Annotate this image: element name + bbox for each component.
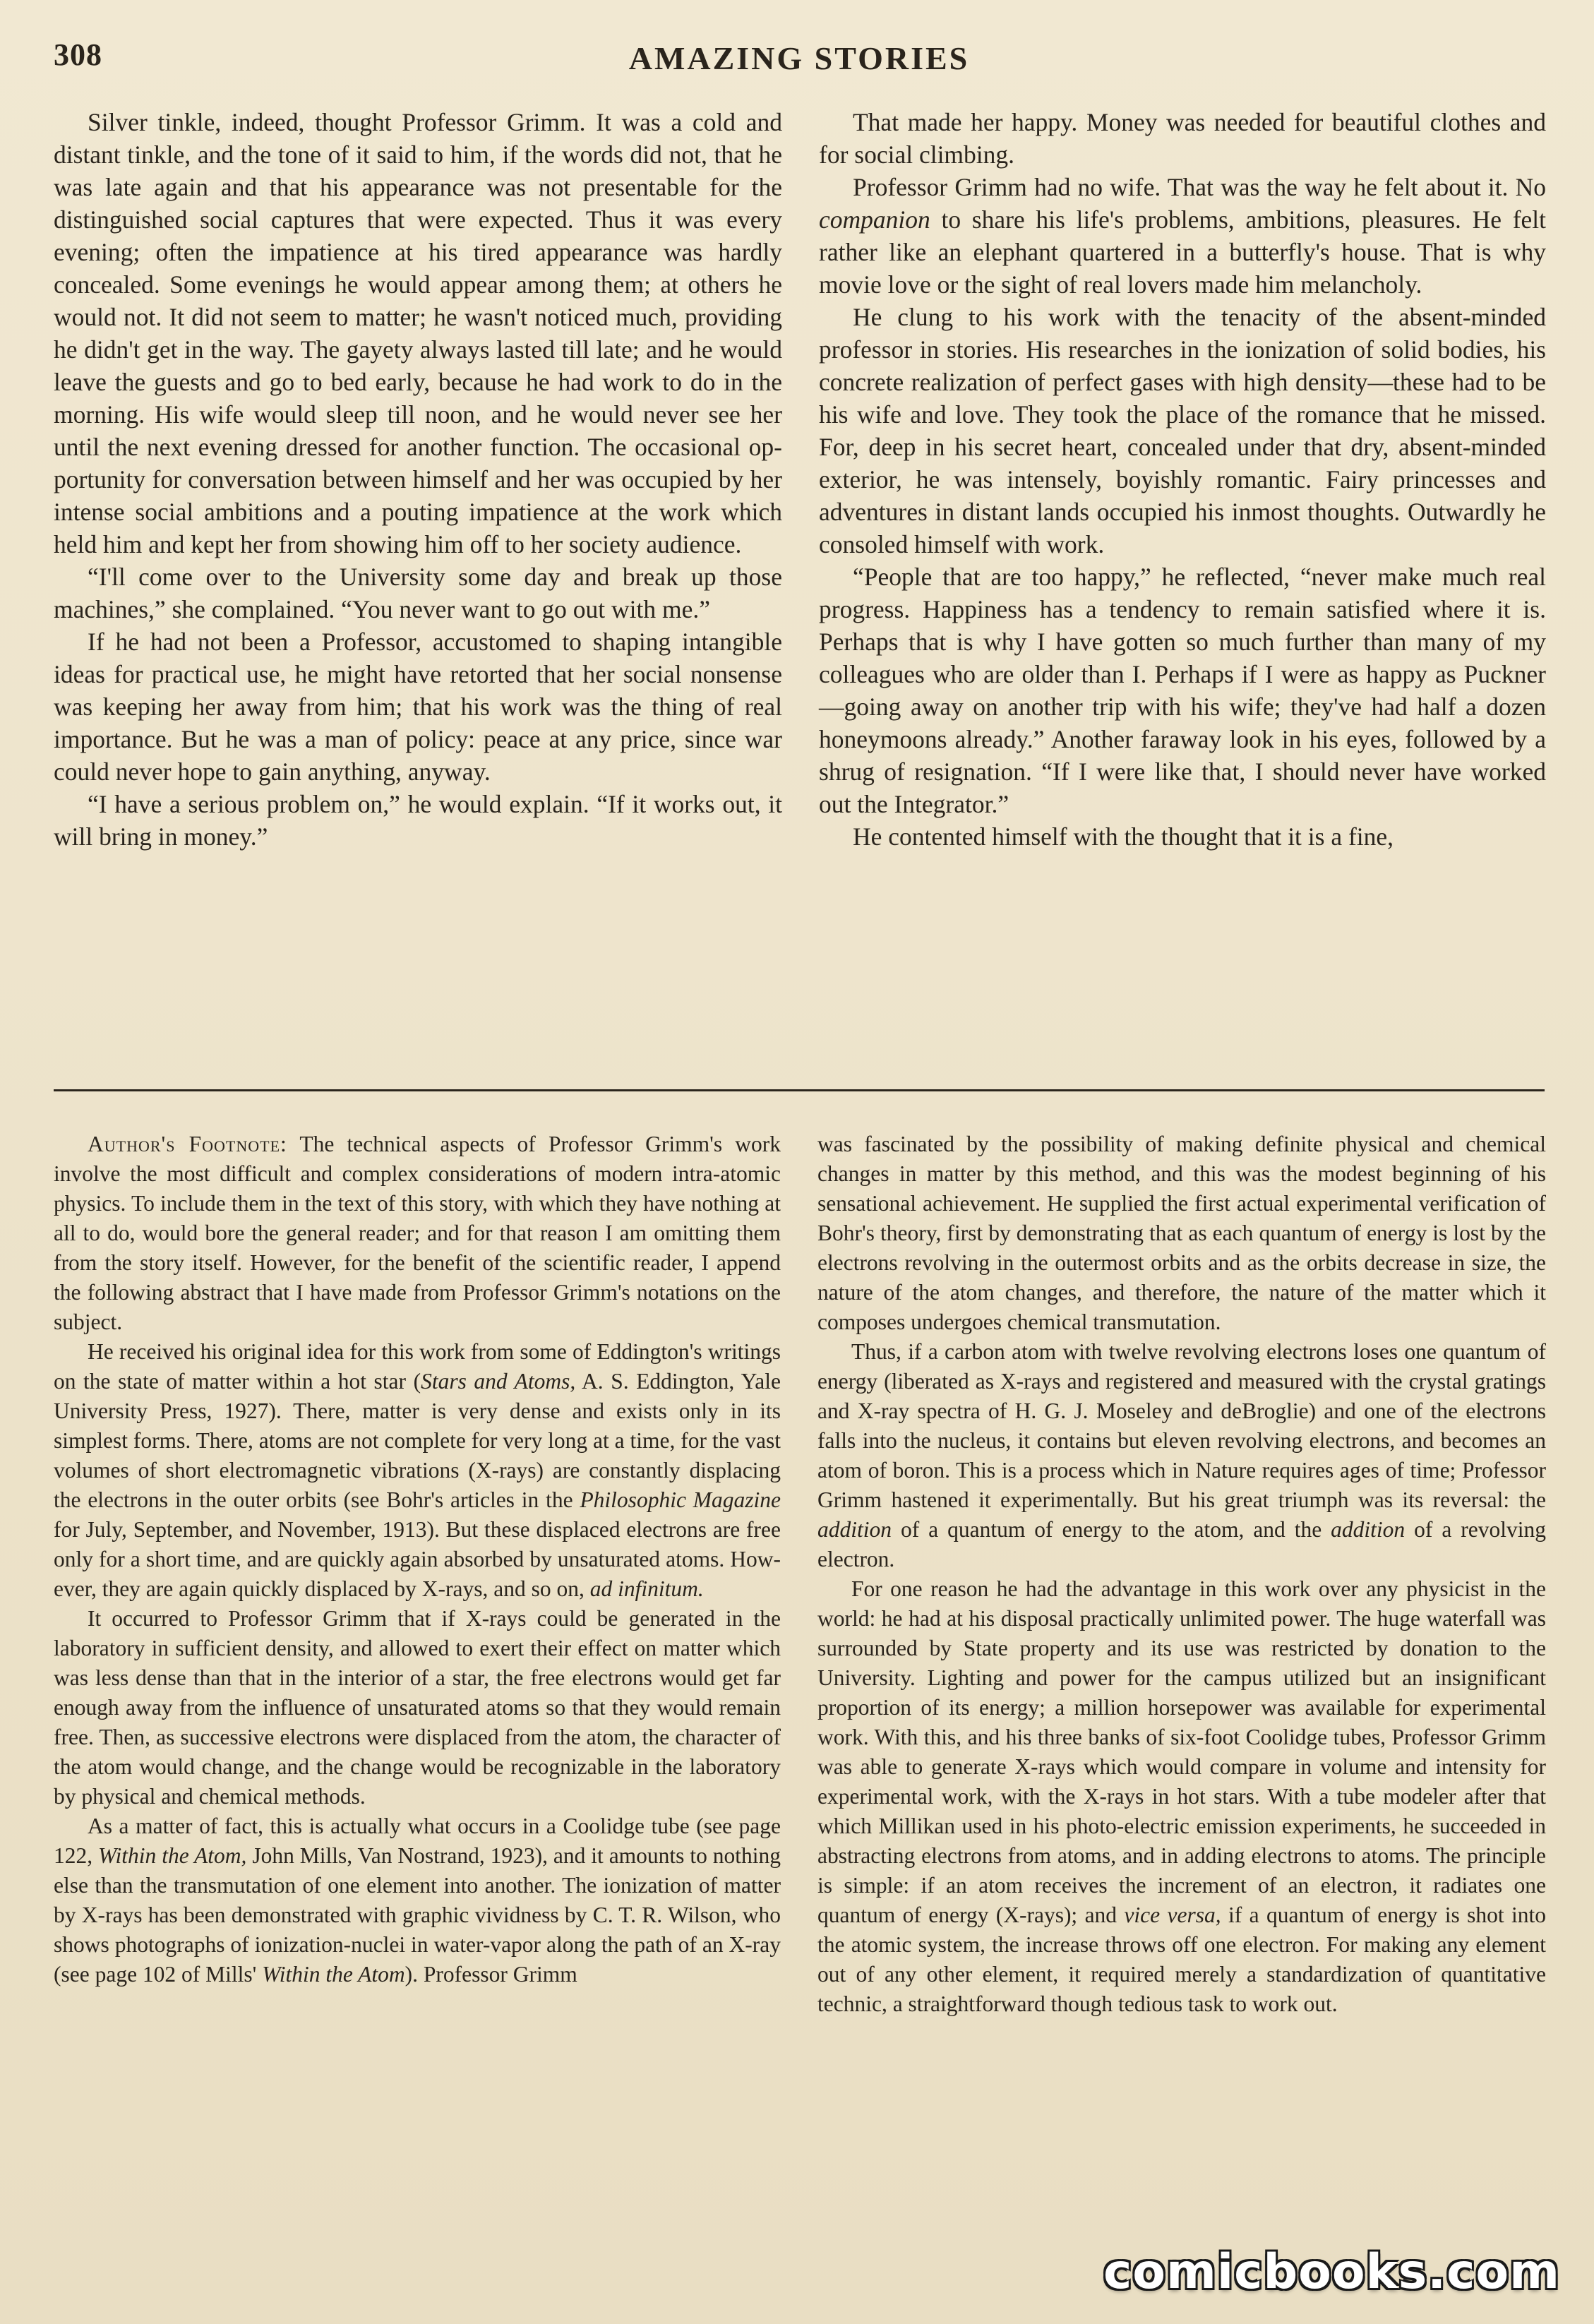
- footnote-paragraph: For one reason he had the advantage in this work over any physicist in the world: he had at his disposal practically unlimited power. The huge waterfall was surrounded by State property and its use was restricted by donation to the University. Lighting and power for the campus utilized but an insignificant proportion of its energy; a million horsepower was available for experimental work. With this, and his three banks of six-foot Coolidge tubes, Professor Grimm was able to generate X-rays which would compare in volume and intensity for experimental work, with the X-rays in hot stars. With a tube modeler after that which Millikan used in his photo-electric emission experiments, he succeeded in abstracting electrons from atoms, and in adding electrons to atoms. The principle is simple: if an atom receives the increment of an electron, it radiates one quantum of energy (X-rays); and vice versa, if a quantum of energy is shot into the atomic system, the increase throws off one electron. For making any element out of any other element, it required merely a standardization of quantitative technic, a straightforward though tedious task to work out.: [817, 1576, 1546, 2016]
- running-title: AMAZING STORIES: [628, 40, 970, 76]
- story-paragraph: He contented himself with the thought that it is a fine,: [853, 822, 1394, 851]
- story-paragraph: “I have a serious problem on,” he would explain. “If it works out, it will bring in money.”: [54, 790, 782, 851]
- story-paragraph: If he had not been a Professor, accustomed to shaping intangible ideas for practical use, he might have retorted that her social nonsense was keeping her away from him; that his work was the thing of real importance. But he was a man of policy: peace at any price, since war could never hope to gain anything, anyway.: [54, 628, 782, 786]
- story-paragraph: That made her happy. Money was needed for beautiful clothes and for social climbing.: [819, 108, 1546, 169]
- emphasis: companion: [819, 205, 930, 234]
- footnote-paragraph: As a matter of fact, this is actually what occurs in a Coolidge tube (see page 122, Within the Atom, John Mills, Van Nostrand, 1923), and it amounts to nothing else than the transmutation of one element into another. The ionization of matter by X-rays has been demonstrated with graphic vividness by C. T. R. Wilson, who shows photographs of ionization-nuclei in water-vapor along the path of an X-ray (see page 102 of Mills' Within the Atom). Professor Grimm: [54, 1814, 781, 1987]
- story-paragraph: “I'll come over to the University some day and break up those machines,” she complained. “You never want to go out with me.”: [54, 563, 782, 623]
- site-watermark: comicbooks.com: [1103, 2244, 1560, 2300]
- footnote-column-right: [817, 1130, 1546, 2019]
- story-column-right: [819, 106, 1546, 853]
- page-number: 308: [54, 37, 102, 72]
- footnote-paragraph: was fascinated by the possibility of making definite physical and chemical changes in matter by this method, and this was the modest beginning of his sensational achievement. He supplied the first actual experimental verification of Bohr's theory, first by demonstrating that as each quantum of energy is lost by the electrons revolving in the outermost orbits and as the orbits decrease in size, the nature of the atom changes, and therefore, the nature of the matter which it composes undergoes chemical transmutation.: [817, 1132, 1546, 1334]
- footnote-column-left: [54, 1130, 781, 1989]
- footnote-label: Author's Footnote:: [88, 1132, 287, 1156]
- section-divider: [54, 1089, 1545, 1091]
- footnote-paragraph: Author's Footnote: The technical aspects of Professor Grimm's work involve the most difficult and complex considerations of modern intra-atomic physics. To include them in the text of this story, with which they have nothing at all to do, would bore the general reader; and for that reason I am omitting them from the story itself. However, for the benefit of the scientific reader, I append the following abstract that I have made from Professor Grimm's notations on the subject.: [54, 1132, 781, 1334]
- footnote-paragraph: He received his original idea for this work from some of Eddington's writings on the state of matter within a hot star (Stars and Atoms, A. S. Eddington, Yale University Press, 1927). There, matter is very dense and exists only in its simplest forms. There, atoms are not complete for very long at a time, for the vast volumes of short electromagnetic vibrations (X-rays) are constantly displacing the electrons in the outer orbits (see Bohr's articles in the Philosophic Magazine for July, September, and November, 1913). But these displaced electrons are free only for a short time, and are quickly again absorbed by unsaturated atoms. However, they are again quickly displaced by X-rays, and so on, ad infinitum.: [54, 1339, 781, 1601]
- story-paragraph: Silver tinkle, indeed, thought Professor Grimm. It was a cold and distant tinkle, and the tone of it said to him, if the words did not, that he was late again and that his appearance was not presentable for the distinguished social captures that were expected. Thus it was every evening; often the impatience at his tired appearance was hardly concealed. Some evenings he would appear among them; at others he would not. It did not seem to matter; he wasn't noticed much, providing he didn't get in the way. The gayety always lasted till late; and he would leave the guests and go to bed early, because he had work to do in the morning. His wife would sleep till noon, and he would never see her until the next evening dressed for another function. The occasional opportunity for conversation between himself and her was occupied by her intense social ambitions and a pouting impatience at the work which held him and kept her from showing him off to her society audience.: [54, 108, 782, 558]
- story-paragraph: “People that are too happy,” he reflected, “never make much real progress. Happiness has a tendency to remain satisfied where it is. Perhaps that is why I have gotten so much further than many of my colleagues who are older than I. Perhaps if I were as happy as Puckner—going away on another trip with his wife; they've had half a dozen honeymoons already.” Another faraway look in his eyes, followed by a shrug of resignation. “If I were like that, I should never have worked out the Integrator.”: [819, 563, 1546, 818]
- story-paragraph: Professor Grimm had no wife. That was the way he felt about it. No companion to share his life's problems, ambitions, pleasures. He felt rather like an elephant quartered in a butterfly's house. That is why movie love or the sight of real lovers made him melancholy.: [819, 173, 1546, 299]
- story-column-left: [54, 106, 782, 853]
- story-paragraph: He clung to his work with the tenacity of the absent-minded professor in stories. His researches in the ionization of solid bodies, his concrete realization of perfect gases with high density—these had to be his wife and love. They took the place of the romance that he missed. For, deep in his secret heart, concealed under that dry, absent-minded exterior, he was intensely, boyishly romantic. Fairy princesses and adventures in distant lands occupied his inmost thoughts. Outwardly he consoled himself with work.: [819, 303, 1546, 558]
- footnote-paragraph: It occurred to Professor Grimm that if X-rays could be generated in the laboratory in sufficient density, and allowed to exert their effect on matter which was less dense than that in the interior of a star, the free electrons would get far enough away from the influence of unsaturated atoms so that they would remain free. Then, as successive electrons were displaced from the atom, the character of the atom would change, and the change would be recognizable in the laboratory by physical and chemical methods.: [54, 1606, 781, 1809]
- page-header: [54, 37, 1545, 86]
- footnote-paragraph: Thus, if a carbon atom with twelve revolving electrons loses one quantum of energy (liberated as X-rays and registered and measured with the crystal gratings and X-ray spectra of H. G. J. Moseley and deBroglie) and one of the electrons falls into the nucleus, it contains but eleven revolving electrons, and becomes an atom of boron. This is a process which in Nature requires ages of time; Professor Grimm hastened it experimentally. But his great triumph was its reversal: the addition of a quantum of energy to the atom, and the addition of a revolving electron.: [817, 1339, 1546, 1571]
